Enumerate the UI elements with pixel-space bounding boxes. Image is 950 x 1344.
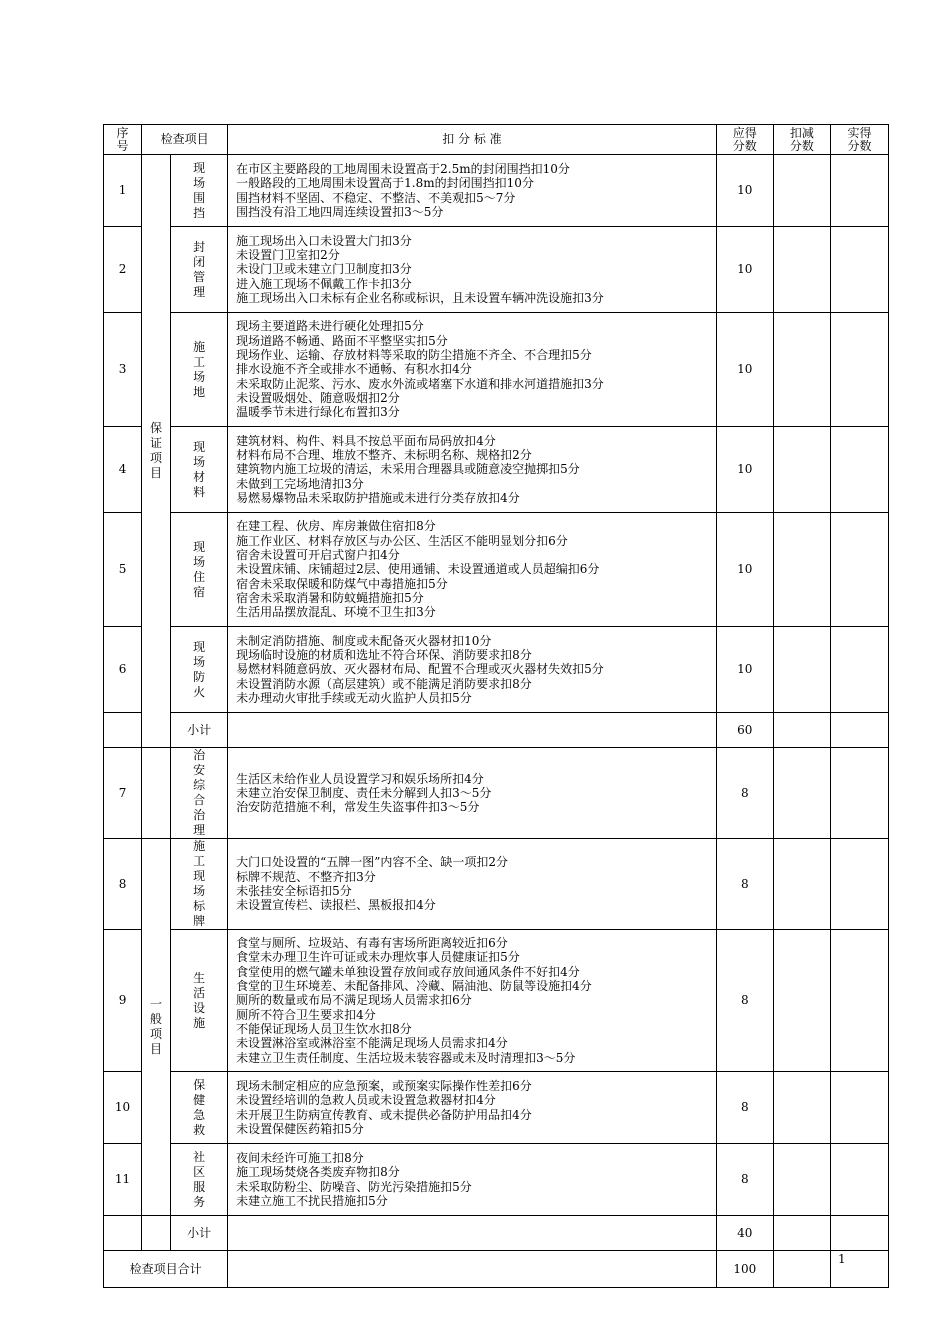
- actual-score: [830, 627, 888, 713]
- should-score: 8: [716, 1072, 773, 1144]
- deduction-item: 未制定消防措施、制度或未配备灭火器材扣10分: [236, 633, 492, 648]
- deduction-item: 标牌不规范、不整齐扣3分: [236, 869, 376, 884]
- deduct-score: [773, 227, 830, 313]
- deduction-item: 未设置吸烟处、随意吸烟扣2分: [236, 390, 400, 405]
- deduction-standard-cell: [228, 227, 717, 313]
- deduction-standard-cell: [228, 155, 717, 227]
- group-general: [142, 839, 171, 1216]
- deduct-score: [773, 155, 830, 227]
- deduction-item: 排水设施不齐全或排水不通畅、有积水扣4分: [236, 362, 472, 377]
- deduction-item: 未办理动火审批手续或无动火监护人员扣5分: [236, 690, 472, 705]
- deduct-score: [773, 1216, 830, 1251]
- deduction-standard-cell: [228, 427, 717, 513]
- deduction-item: 夜间未经许可施工扣8分: [236, 1150, 364, 1165]
- deduction-item: 治安防范措施不利，常发生失盗事件扣3～5分: [236, 800, 480, 815]
- deduction-item: 未设置保健医药箱扣5分: [236, 1121, 364, 1136]
- actual-score: [830, 227, 888, 313]
- deduct-score: [773, 513, 830, 627]
- header-actual-score: 实得分数: [830, 125, 888, 155]
- row-number: 2: [104, 227, 142, 313]
- actual-score: [830, 1144, 888, 1216]
- empty-group-cell: [142, 748, 171, 839]
- deduction-item: 未做到工完场地清扣3分: [236, 476, 364, 491]
- item-name: 社 区 服 务: [193, 1149, 206, 1209]
- row-number: 6: [104, 627, 142, 713]
- item-name-cell: [171, 513, 228, 627]
- deduct-score: [773, 1072, 830, 1144]
- deduction-item: 食堂未办理卫生许可证或未办理炊事人员健康证扣5分: [236, 950, 520, 965]
- row-number: 9: [104, 930, 142, 1072]
- table-row: [104, 227, 889, 313]
- deduction-standard-cell: [228, 1144, 717, 1216]
- actual-score: [830, 1216, 888, 1251]
- deduction-item: 施工现场出入口未设置大门扣3分: [236, 233, 412, 248]
- deduction-item: 生活区未给作业人员设置学习和娱乐场所扣4分: [236, 771, 484, 786]
- deduct-score: [773, 1144, 830, 1216]
- deduct-score: [773, 713, 830, 748]
- deduction-standard-cell: [228, 627, 717, 713]
- deduct-score: [773, 427, 830, 513]
- item-name: 现 场 住 宿: [193, 539, 206, 599]
- deduction-standard-cell: [228, 930, 717, 1072]
- deduction-item: 围挡没有沿工地四周连续设置扣3～5分: [236, 204, 444, 219]
- deduction-item: 现场未制定相应的应急预案，或预案实际操作性差扣6分: [236, 1078, 532, 1093]
- row-number: 3: [104, 313, 142, 427]
- should-score: 8: [716, 930, 773, 1072]
- deduction-item: 宿舍未采取消暑和防蚊蝇措施扣5分: [236, 590, 424, 605]
- item-name: 现 场 材 料: [193, 439, 206, 499]
- should-score: 8: [716, 839, 773, 930]
- table-row: [104, 427, 889, 513]
- subtotal-label: 小计: [171, 1216, 228, 1251]
- table-row: [104, 839, 889, 930]
- item-name-cell: [171, 313, 228, 427]
- item-name-cell: [171, 1072, 228, 1144]
- deduction-standard-cell: [228, 748, 717, 839]
- empty-cell: [104, 713, 142, 748]
- item-name-cell: [171, 427, 228, 513]
- deduction-item: 进入施工现场不佩戴工作卡扣3分: [236, 276, 412, 291]
- actual-score: [830, 427, 888, 513]
- deduction-item: 宿舍未采取保暖和防煤气中毒措施扣5分: [236, 576, 448, 591]
- header-should-score: 应得分数: [716, 125, 773, 155]
- deduction-item: 建筑物内施工垃圾的清运，未采用合理器具或随意凌空抛掷扣5分: [236, 462, 580, 477]
- row-number: 10: [104, 1072, 142, 1144]
- row-number: 1: [104, 155, 142, 227]
- deduct-score: [773, 627, 830, 713]
- actual-score: [830, 930, 888, 1072]
- deduction-item: 生活用品摆放混乱、环境不卫生扣3分: [236, 605, 436, 620]
- deduction-item: 围挡材料不坚固、不稳定、不整洁、不美观扣5～7分: [236, 190, 516, 205]
- deduction-standard-cell: [228, 1072, 717, 1144]
- item-name-cell: [171, 155, 228, 227]
- total-row: [104, 1251, 889, 1288]
- should-score: 10: [716, 513, 773, 627]
- deduction-item: 在市区主要路段的工地周围未设置高于2.5m的封闭围挡扣10分: [236, 161, 570, 176]
- item-name: 施 工 场 地: [193, 339, 206, 399]
- deduction-item: 建筑材料、构件、料具不按总平面布局码放扣4分: [236, 433, 496, 448]
- group-general-label: 一 般 项 目: [150, 997, 163, 1056]
- deduction-item: 未设置床铺、床铺超过2层、使用通铺、未设置通道或人员超编扣6分: [236, 562, 600, 577]
- table-row: [104, 1144, 889, 1216]
- deduction-item: 现场主要道路未进行硬化处理扣5分: [236, 319, 424, 334]
- actual-score: [830, 1072, 888, 1144]
- deduction-item: 未设置门卫室扣2分: [236, 248, 340, 263]
- actual-score: [830, 713, 888, 748]
- item-name: 保 健 急 救: [193, 1077, 206, 1137]
- deduction-item: 易燃易爆物品未采取防护措施或未进行分类存放扣4分: [236, 490, 520, 505]
- page-number: 1: [838, 1252, 846, 1266]
- actual-score: [830, 155, 888, 227]
- header-check-item: 检查项目: [142, 125, 228, 155]
- empty-cell: [228, 1251, 717, 1288]
- deduction-item: 易燃材料随意码放、灭火器材布局、配置不合理或灭火器材失效扣5分: [236, 662, 604, 677]
- should-score: 10: [716, 627, 773, 713]
- item-name: 治 安 综 合 治 理: [193, 748, 206, 837]
- should-score: 10: [716, 227, 773, 313]
- table-header-row: [104, 125, 889, 155]
- deduction-item: 一般路段的工地周围未设置高于1.8m的封闭围挡扣10分: [236, 176, 534, 191]
- deduct-score: [773, 748, 830, 839]
- deduction-item: 未建立施工不扰民措施扣5分: [236, 1193, 388, 1208]
- actual-score: [830, 839, 888, 930]
- item-name-cell: [171, 930, 228, 1072]
- group-guarantee: [142, 155, 171, 748]
- deduction-item: 未设置经培训的急救人员或未设置急救器材扣4分: [236, 1093, 496, 1108]
- deduction-item: 施工现场焚烧各类废弃物扣8分: [236, 1165, 400, 1180]
- deduction-item: 未张挂安全标语扣5分: [236, 884, 352, 898]
- deduction-item: 不能保证现场人员卫生饮水扣8分: [236, 1021, 412, 1036]
- deduction-item: 食堂的卫生环境差、未配备排风、冷藏、隔油池、防鼠等设施扣4分: [236, 979, 592, 994]
- table-row: [104, 627, 889, 713]
- should-score: 10: [716, 427, 773, 513]
- should-score: 10: [716, 155, 773, 227]
- actual-score: [830, 748, 888, 839]
- subtotal-score: 40: [716, 1216, 773, 1251]
- header-seq: 序号: [104, 125, 142, 155]
- deduction-item: 未设门卫或未建立门卫制度扣3分: [236, 262, 412, 277]
- row-number: 8: [104, 839, 142, 930]
- deduction-item: 未建立治安保卫制度、责任未分解到人扣3～5分: [236, 785, 492, 800]
- empty-cell: [142, 1216, 171, 1251]
- row-number: 11: [104, 1144, 142, 1216]
- deduction-item: 未采取防止泥浆、污水、废水外流或堵塞下水道和排水河道措施扣3分: [236, 376, 604, 391]
- item-name-cell: [171, 839, 228, 930]
- item-name: 生 活 设 施: [193, 970, 206, 1030]
- subtotal-score: 60: [716, 713, 773, 748]
- deduction-item: 施工作业区、材料存放区与办公区、生活区不能明显划分扣6分: [236, 533, 568, 548]
- deduction-item: 食堂使用的燃气罐未单独设置存放间或存放间通风条件不好扣4分: [236, 964, 580, 979]
- subtotal-row: [104, 1216, 889, 1251]
- should-score: 8: [716, 748, 773, 839]
- total-score: 100: [716, 1251, 773, 1288]
- deduction-standard-cell: [228, 839, 717, 930]
- total-label: 检查项目合计: [104, 1251, 228, 1288]
- actual-score: [830, 313, 888, 427]
- table-row: [104, 1072, 889, 1144]
- header-standard: 扣 分 标 准: [228, 125, 717, 155]
- item-name-cell: [171, 227, 228, 313]
- row-number: 4: [104, 427, 142, 513]
- empty-cell: [104, 1216, 142, 1251]
- inspection-score-table: [103, 124, 889, 1288]
- row-number: 5: [104, 513, 142, 627]
- deduction-item: 现场道路不畅通、路面不平整坚实扣5分: [236, 333, 448, 348]
- deduction-item: 未设置宣传栏、读报栏、黑板报扣4分: [236, 898, 436, 913]
- deduction-item: 材料布局不合理、堆放不整齐、未标明名称、规格扣2分: [236, 448, 532, 463]
- deduction-item: 施工现场出入口未标有企业名称或标识，且未设置车辆冲洗设施扣3分: [236, 290, 604, 305]
- table-row: [104, 155, 889, 227]
- deduct-score: [773, 930, 830, 1072]
- deduction-item: 大门口处设置的“五牌一图”内容不全、缺一项扣2分: [236, 855, 509, 870]
- item-name-cell: [171, 627, 228, 713]
- subtotal-row: [104, 713, 889, 748]
- deduction-item: 未采取防粉尘、防噪音、防光污染措施扣5分: [236, 1179, 472, 1194]
- should-score: 10: [716, 313, 773, 427]
- deduction-item: 未设置淋浴室或淋浴室不能满足现场人员需求扣4分: [236, 1036, 508, 1051]
- actual-score: [830, 513, 888, 627]
- deduct-score: [773, 313, 830, 427]
- deduction-item: 未建立卫生责任制度、生活垃圾未装容器或未及时清理扣3～5分: [236, 1050, 576, 1065]
- item-name: 现 场 围 挡: [193, 160, 206, 220]
- item-name: 现 场 防 火: [193, 639, 206, 699]
- deduction-item: 未设置消防水源（高层建筑）或不能满足消防要求扣8分: [236, 676, 532, 691]
- table-row: [104, 930, 889, 1072]
- deduction-standard-cell: [228, 513, 717, 627]
- table-row: [104, 313, 889, 427]
- deduction-item: 宿舍未设置可开启式窗户扣4分: [236, 548, 400, 563]
- deduction-item: 厕所不符合卫生要求扣4分: [236, 1007, 376, 1022]
- deduction-item: 温暖季节未进行绿化布置扣3分: [236, 405, 400, 420]
- deduction-standard-cell: [228, 313, 717, 427]
- deduction-item: 在建工程、伙房、库房兼做住宿扣8分: [236, 519, 436, 534]
- deduction-item: 食堂与厕所、垃圾站、有毒有害场所距离较近扣6分: [236, 936, 508, 951]
- header-deduct-score: 扣减分数: [773, 125, 830, 155]
- deduction-item: 现场临时设施的材质和选址不符合环保、消防要求扣8分: [236, 648, 532, 663]
- item-name: 封 闭 管 理: [193, 239, 206, 299]
- empty-cell: [228, 713, 717, 748]
- deduction-item: 现场作业、运输、存放材料等采取的防尘措施不齐全、不合理扣5分: [236, 348, 592, 363]
- group-guarantee-label: 保 证 项 目: [150, 421, 163, 480]
- deduct-score: [773, 1251, 830, 1288]
- item-name: 施 工 现 场 标 牌: [193, 839, 206, 928]
- subtotal-label: 小计: [171, 713, 228, 748]
- item-name-cell: [171, 748, 228, 839]
- item-name-cell: [171, 1144, 228, 1216]
- row-number: 7: [104, 748, 142, 839]
- table-row: [104, 513, 889, 627]
- empty-cell: [228, 1216, 717, 1251]
- deduction-item: 未开展卫生防病宣传教育、或未提供必备防护用品扣4分: [236, 1107, 532, 1122]
- table-row: [104, 748, 889, 839]
- deduction-item: 厕所的数量或布局不满足现场人员需求扣6分: [236, 993, 472, 1008]
- deduct-score: [773, 839, 830, 930]
- should-score: 8: [716, 1144, 773, 1216]
